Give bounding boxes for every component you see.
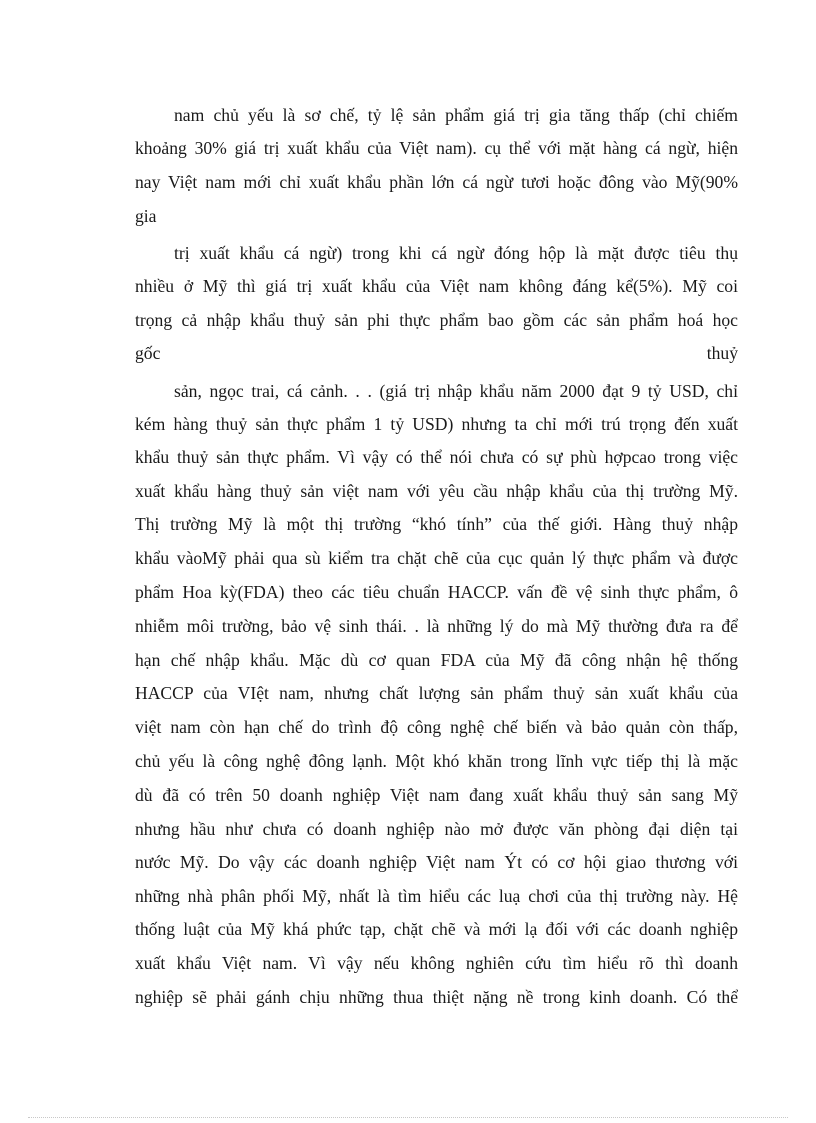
page-bottom-divider <box>28 1117 788 1118</box>
text-line: sản, ngọc trai, cá cảnh. . . (giá trị nhập khẩu năm 2000 đạt 9 tỷ USD, chỉ <box>174 381 738 401</box>
text-line: hạn chế nhập khẩu. Mặc dù cơ quan FDA của Mỹ đã công nhận hệ thống <box>135 650 738 670</box>
text-line: nước Mỹ. Do vậy các doanh nghiệp Việt nam Ýt có cơ hội giao thương với <box>135 852 738 872</box>
text-line: xuất khẩu hàng thuỷ sản việt nam với yêu cầu nhập khẩu của thị trường Mỹ. <box>135 481 738 501</box>
text-line: việt nam còn hạn chế do trình độ công nghệ chế biến và bảo quản còn thấp, <box>135 717 738 737</box>
text-line: nay Việt nam mới chỉ xuất khẩu phần lớn cá ngừ tươi hoặc đông vào Mỹ(90% <box>135 172 738 192</box>
text-line: những nhà phân phối Mỹ, nhất là tìm hiểu các luạ chơi của thị trường này. Hệ <box>135 886 738 906</box>
text-line: nhiễm môi trường, bảo vệ sinh thái. . là những lý do mà Mỹ thường đưa ra để <box>135 616 738 636</box>
text-line: nghiệp sẽ phải gánh chịu những thua thiệt nặng nề trong kinh doanh. Có thể <box>135 987 738 1007</box>
text-line: gia <box>135 206 157 226</box>
text-line: phẩm Hoa kỳ(FDA) theo các tiêu chuẩn HACCP. vấn đề vệ sinh thực phẩm, ô <box>135 582 738 602</box>
text-line: trọng cả nhập khẩu thuỷ sản phi thực phẩm bao gồm các sản phẩm hoá học <box>135 310 738 330</box>
text-line: thống luật của Mỹ khá phức tạp, chặt chẽ và mới lạ đối với các doanh nghiệp <box>135 919 738 939</box>
text-line: nhiều ở Mỹ thì giá trị xuất khẩu của Việt nam không đáng kể(5%). Mỹ coi <box>135 276 738 296</box>
text-line: xuất khẩu Việt nam. Vì vậy nếu không nghiên cứu tìm hiểu rõ thì doanh <box>135 953 738 973</box>
text-line: Thị trường Mỹ là một thị trường “khó tính” của thế giới. Hàng thuỷ nhập <box>135 514 738 534</box>
text-line: dù đã có trên 50 doanh nghiệp Việt nam đang xuất khẩu thuỷ sản sang Mỹ <box>135 785 738 805</box>
text-line: trị xuất khẩu cá ngừ) trong khi cá ngừ đóng hộp là mặt được tiêu thụ <box>174 243 738 263</box>
text-line: khẩu thuỷ sản thực phẩm. Vì vậy có thể nói chưa có sự phù hợpcao trong việc <box>135 447 738 467</box>
text-line: nhưng hầu như chưa có doanh nghiệp nào mở được văn phòng đại diện tại <box>135 819 738 839</box>
text-line: HACCP của VIệt nam, nhưng chất lượng sản phẩm thuỷ sản xuất khẩu của <box>135 683 738 703</box>
text-line: khoảng 30% giá trị xuất khẩu của Việt nam). cụ thể với mặt hàng cá ngừ, hiện <box>135 138 738 158</box>
text-line: nam chủ yếu là sơ chế, tỷ lệ sản phẩm giá trị gia tăng thấp (chỉ chiếm <box>174 105 738 125</box>
text-line: kém hàng thuỷ sản thực phẩm 1 tỷ USD) nhưng ta chỉ mới trú trọng đến xuất <box>135 414 738 434</box>
text-line: khẩu vàoMỹ phải qua sù kiểm tra chặt chẽ của cục quản lý thực phẩm và được <box>135 548 738 568</box>
text-line: gốc thuỷ <box>135 343 738 363</box>
text-line: chủ yếu là công nghệ đông lạnh. Một khó khăn trong lĩnh vực tiếp thị là mặc <box>135 751 738 771</box>
